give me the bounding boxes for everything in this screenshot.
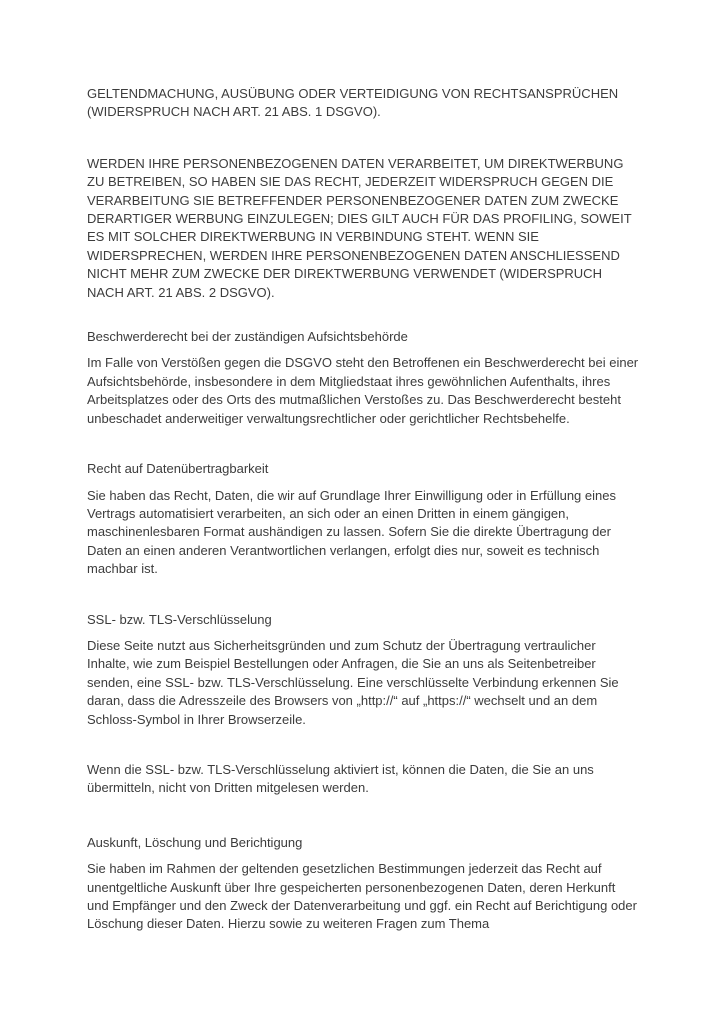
paragraph-ssl-aktiviert: Wenn die SSL- bzw. TLS-Verschlüsselung aktiviert ist, können die Daten, die Sie an uns übermitteln, nicht von Dritten mitgelesen werden. <box>87 761 594 796</box>
paragraph-beschwerderecht: Im Falle von Verstößen gegen die DSGVO steht den Betroffenen ein Beschwerderecht bei einer Aufsichtsbehörde, insbesondere in dem Mitgliedstaat ihres gewöhnlichen Aufenthalts, ihres Arbeitsplatzes oder des Orts des mutmaßlichen Verstoßes zu. Das Beschwerderecht besteht unbeschadet anderweitiger verwaltungsrechtlicher oder gerichtlicher Rechtsbehelfe. <box>87 355 639 426</box>
section-heading-beschwerderecht: Beschwerderecht bei der zuständigen Aufsichtsbehörde <box>87 329 408 345</box>
caps-paragraph-direktwerbung-widerspruch: WERDEN IHRE PERSONENBEZOGENEN DATEN VERARBEITET, UM DIREKTWERBUNG ZU BETREIBEN, SO HABEN SIE DAS RECHT, JEDERZEIT WIDERSPRUCH GEGEN DIE VERARBEITUNG SIE BETREFFENDER PERSONENBEZOGENER DATEN ZUM ZWECKE DERARTIGER WERBUNG EINZULEGEN; DIES GILT AUCH FÜR DAS PROFILING, SOWEIT ES MIT SOLCHER DIREKTWERBUNG IN VERBINDUNG STEHT. WENN SIE WIDERSPRECHEN, WERDEN IHRE PERSONENBEZOGENEN DATEN ANSCHLIESSEND NICHT MEHR ZUM ZWECKE DER DIREKTWERBUNG VERWENDET (WIDERSPRUCH NACH ART. 21 ABS. 2 DSGVO). <box>87 155 632 300</box>
section-heading-datenuebertragbarkeit: Recht auf Datenübertragbarkeit <box>87 461 269 477</box>
paragraph-auskunft-loeschung-berichtigung: Sie haben im Rahmen der geltenden gesetzlichen Bestimmungen jederzeit das Recht auf unentgeltliche Auskunft über Ihre gespeicherten personenbezogenen Daten, deren Herkunft und Empfänger und den Zweck der Datenverarbeitung und ggf. ein Recht auf Berichtigung oder Löschung dieser Daten. Hierzu sowie zu weiteren Fragen zum Thema <box>87 861 637 932</box>
caps-heading-widerspruch-art21-abs1: GELTENDMACHUNG, AUSÜBUNG ODER VERTEIDIGUNG VON RECHTSANSPRÜCHEN (WIDERSPRUCH NACH ART. 21 ABS. 1 DSGVO). <box>87 86 619 120</box>
paragraph-ssl-tls-verschluesselung: Diese Seite nutzt aus Sicherheitsgründen und zum Schutz der Übertragung vertraulicher Inhalte, wie zum Beispiel Bestellungen oder Anfragen, die Sie an uns als Seitenbetreiber senden, eine SSL- bzw. TLS-Verschlüsselung. Eine verschlüsselte Verbindung erkennen Sie daran, dass die Adresszeile des Browsers von „http://“ auf „https://“ wechselt und an dem Schloss-Symbol in Ihrer Browserzeile. <box>87 637 619 727</box>
section-heading-auskunft-loeschung-berichtigung: Auskunft, Löschung und Berichtigung <box>87 834 303 850</box>
paragraph-datenuebertragbarkeit: Sie haben das Recht, Daten, die wir auf Grundlage Ihrer Einwilligung oder in Erfüllung eines Vertrags automatisiert verarbeiten, an sich oder an einen Dritten in einem gängigen, maschinenlesbaren Format aushändigen zu lassen. Sofern Sie die direkte Übertragung der Daten an einen anderen Verantwortlichen verlangen, erfolgt dies nur, soweit es technisch machbar ist. <box>87 487 616 577</box>
section-heading-ssl-tls-verschluesselung: SSL- bzw. TLS-Verschlüsselung <box>87 611 272 627</box>
